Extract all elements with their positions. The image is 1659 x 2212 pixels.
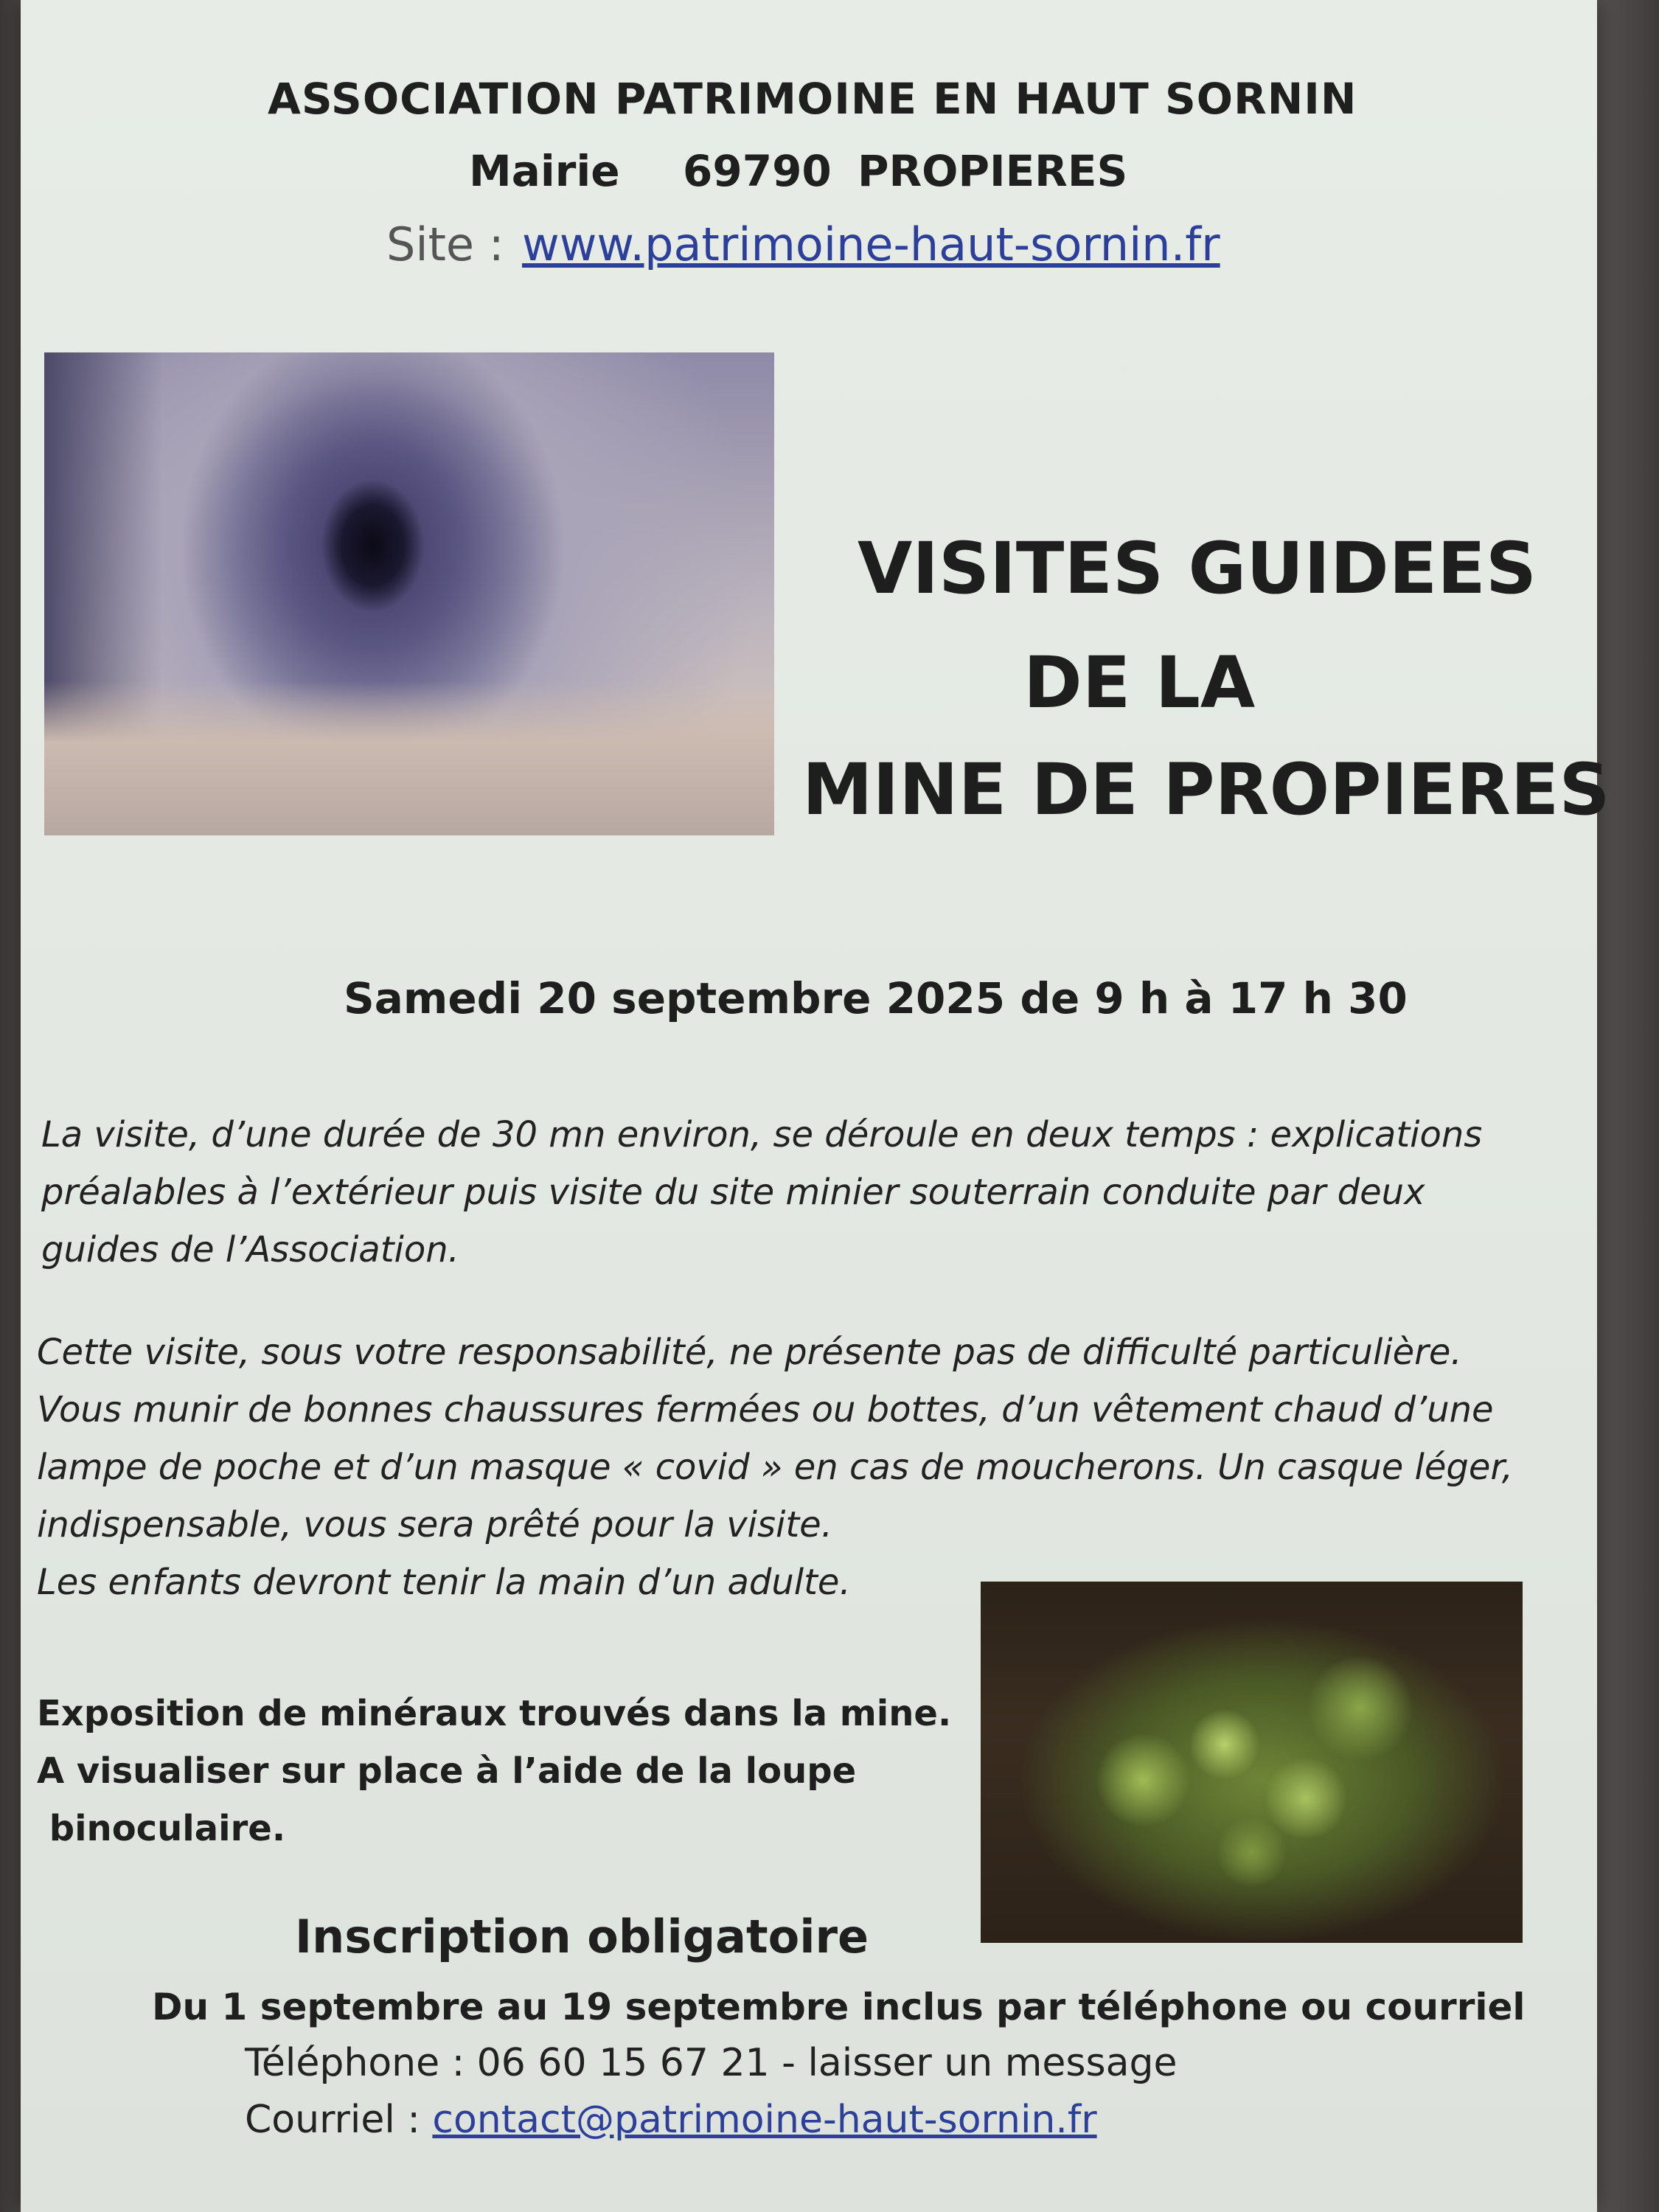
title-line-3: MINE DE PROPIERES: [802, 748, 1610, 831]
mineral-photo: [981, 1582, 1523, 1943]
association-name: ASSOCIATION PATRIMOINE EN HAUT SORNIN: [268, 74, 1357, 124]
visit-date: Samedi 20 septembre 2025 de 9 h à 17 h 30: [344, 973, 1408, 1023]
mine-tunnel-photo: [44, 352, 774, 835]
exposition-line: Exposition de minéraux trouvés dans la mine.: [37, 1693, 952, 1734]
title-line-2: DE LA: [1023, 641, 1256, 724]
inscription-title: Inscription obligatoire: [295, 1910, 869, 1964]
site-label: Site :: [386, 218, 504, 271]
paragraph-line: Cette visite, sous votre responsabilité, ne présente pas de difficulté particulière.: [37, 1332, 1462, 1373]
site-link[interactable]: www.patrimoine-haut-sornin.fr: [522, 218, 1220, 271]
title-line-1: VISITES GUIDEES: [858, 527, 1537, 610]
paragraph-visit-description: [41, 1106, 1482, 1279]
exposition-text: [37, 1685, 951, 1857]
flyer-sheet: [21, 0, 1610, 2212]
phone-note: - laisser un message: [782, 2041, 1178, 2085]
phone-number[interactable]: 06 60 15 67 21: [476, 2041, 770, 2085]
exposition-line: A visualiser sur place à l’aide de la loupe: [37, 1750, 857, 1792]
paragraph-line: guides de l’Association.: [41, 1229, 459, 1270]
email-line: [245, 2098, 1097, 2142]
phone-line: [245, 2041, 1177, 2085]
paragraph-line: Vous munir de bonnes chaussures fermées ou bottes, d’un vêtement chaud d’une: [37, 1389, 1494, 1430]
paragraph-line: Les enfants devront tenir la main d’un adulte.: [37, 1562, 851, 1603]
paragraph-safety-info: [37, 1324, 1513, 1611]
paragraph-line: indispensable, vous sera prêté pour la visite.: [37, 1504, 832, 1545]
inscription-period: Du 1 septembre au 19 septembre inclus par téléphone ou courriel: [152, 1986, 1526, 2028]
town-name: PROPIERES: [858, 146, 1128, 196]
paragraph-line: La visite, d’une durée de 30 mn environ, se déroule en deux temps : explications: [41, 1114, 1483, 1155]
paragraph-line: préalables à l’extérieur puis visite du site minier souterrain conduite par deux: [41, 1172, 1425, 1213]
paragraph-line: lampe de poche et d’un masque « covid » en cas de moucherons. Un casque léger,: [37, 1447, 1513, 1488]
mairie-label: Mairie: [469, 146, 620, 196]
email-label: Courriel :: [245, 2098, 420, 2142]
exposition-line: binoculaire.: [37, 1808, 286, 1849]
postal-code: 69790: [683, 146, 832, 196]
phone-label: Téléphone :: [245, 2041, 465, 2085]
email-link[interactable]: contact@patrimoine-haut-sornin.fr: [432, 2098, 1097, 2142]
tunnel-floor: [44, 681, 774, 835]
